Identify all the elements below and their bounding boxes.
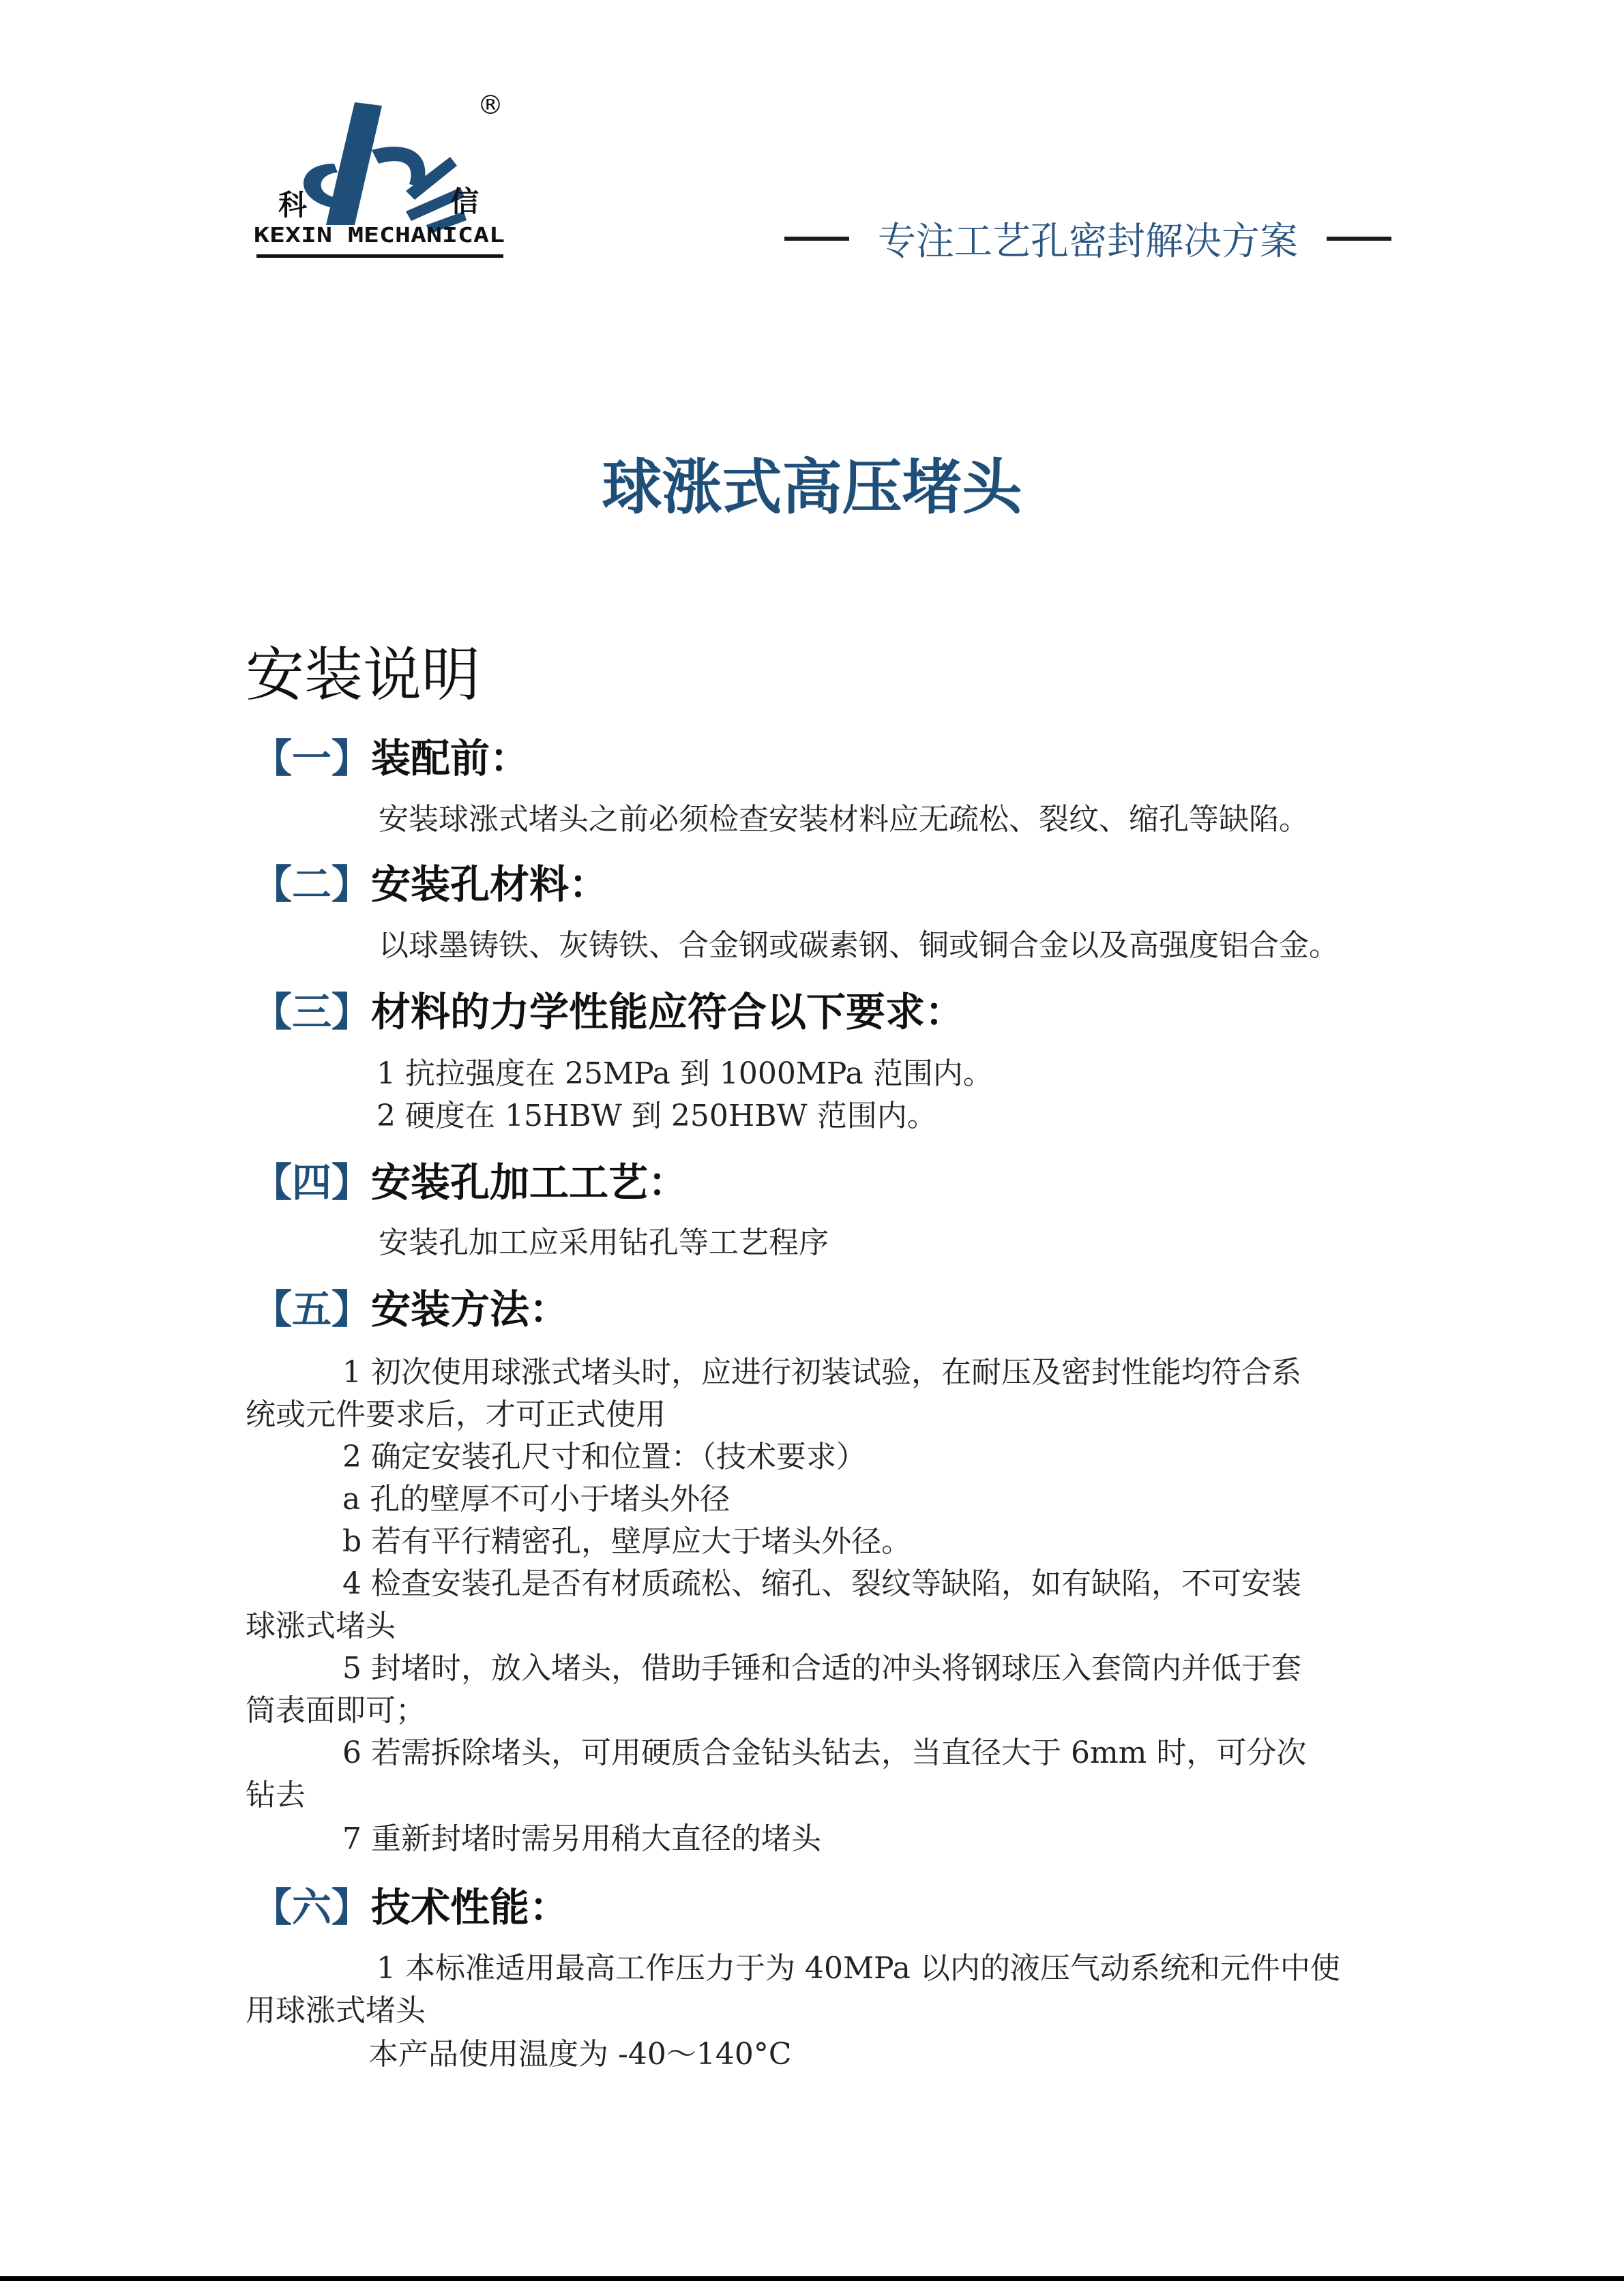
section-2-title: 安装孔材料： bbox=[371, 861, 609, 908]
footer-rule bbox=[0, 2276, 1624, 2281]
section-5-line-11: 钻去 bbox=[246, 1778, 306, 1813]
section-1-line: 安装球涨式堵头之前必须检查安装材料应无疏松、裂纹、缩孔等缺陷。 bbox=[379, 802, 1309, 837]
section-5-line-1: 1 初次使用球涨式堵头时，应进行初装试验，在耐压及密封性能均符合系 bbox=[342, 1355, 1301, 1390]
section-5-line-12: 7 重新封堵时需另用稍大直径的堵头 bbox=[342, 1821, 821, 1856]
document-title: 球涨式高压堵头 bbox=[602, 452, 1022, 522]
logo-cn-left: 科 bbox=[278, 188, 308, 222]
tagline-text: 专注工艺孔密封解决方案 bbox=[878, 220, 1298, 264]
section-4-line: 安装孔加工应采用钻孔等工艺程序 bbox=[379, 1225, 829, 1260]
section-3-heading bbox=[252, 980, 964, 1037]
section-5-line-10: 6 若需拆除堵头，可用硬质合金钻头钻去，当直径大于 6mm 时，可分次 bbox=[342, 1735, 1307, 1770]
section-5-line-5: b 若有平行精密孔，壁厚应大于堵头外径。 bbox=[342, 1524, 912, 1559]
section-6-line-3: 本产品使用温度为 -40～140°C bbox=[368, 2037, 792, 2072]
section-5-heading bbox=[252, 1277, 569, 1335]
section-3-line-2: 2 硬度在 15HBW 到 250HBW 范围内。 bbox=[377, 1099, 937, 1133]
section-2-line: 以球墨铸铁、灰铸铁、合金钢或碳素钢、铜或铜合金以及高强度铝合金。 bbox=[379, 928, 1339, 963]
section-3-title: 材料的力学性能应符合以下要求： bbox=[371, 989, 965, 1035]
section-5-line-3: 2 确定安装孔尺寸和位置：（技术要求） bbox=[342, 1440, 866, 1474]
logo-cn-right: 信 bbox=[450, 185, 479, 218]
section-5-line-4: a 孔的壁厚不可小于堵头外径 bbox=[342, 1482, 730, 1517]
logo-en-name: KEXIN MECHANICAL bbox=[254, 224, 505, 248]
section-3-number: 【三】 bbox=[252, 989, 372, 1035]
tagline bbox=[784, 211, 1391, 266]
section-6-number: 【六】 bbox=[252, 1884, 372, 1930]
section-5-title: 安装方法： bbox=[371, 1286, 570, 1332]
logo-underline bbox=[256, 254, 503, 258]
kexin-logo bbox=[252, 85, 512, 266]
section-heading: 安装说明 bbox=[246, 641, 480, 709]
section-5-line-8: 5 封堵时，放入堵头，借助手锤和合适的冲头将钢球压入套筒内并低于套 bbox=[342, 1651, 1301, 1686]
section-2-number: 【二】 bbox=[252, 861, 372, 908]
section-6-line-1: 1 本标准适用最高工作压力于为 40MPa 以内的液压气动系统和元件中使 bbox=[377, 1951, 1340, 1986]
section-5-number: 【五】 bbox=[252, 1286, 372, 1332]
section-4-heading bbox=[252, 1150, 688, 1208]
section-1-title: 装配前： bbox=[371, 735, 530, 781]
section-6-line-2: 用球涨式堵头 bbox=[246, 1993, 426, 2028]
section-6-title: 技术性能： bbox=[371, 1884, 570, 1930]
tagline-right-dash bbox=[1327, 237, 1391, 241]
section-4-title: 安装孔加工工艺： bbox=[371, 1159, 688, 1206]
section-3-line-1: 1 抗拉强度在 25MPa 到 1000MPa 范围内。 bbox=[377, 1056, 993, 1091]
registered-mark: ® bbox=[477, 90, 503, 120]
section-6-heading bbox=[252, 1875, 569, 1933]
section-5-line-7: 球涨式堵头 bbox=[246, 1609, 396, 1643]
section-1-number: 【一】 bbox=[252, 735, 372, 781]
section-5-line-9: 筒表面即可； bbox=[246, 1693, 426, 1728]
section-4-number: 【四】 bbox=[252, 1159, 372, 1206]
tagline-left-dash bbox=[784, 237, 849, 241]
section-2-heading bbox=[252, 852, 608, 910]
section-1-heading bbox=[252, 726, 529, 784]
section-5-line-6: 4 检查安装孔是否有材质疏松、缩孔、裂纹等缺陷，如有缺陷，不可安装 bbox=[342, 1566, 1301, 1601]
section-5-line-2: 统或元件要求后，才可正式使用 bbox=[246, 1397, 666, 1432]
